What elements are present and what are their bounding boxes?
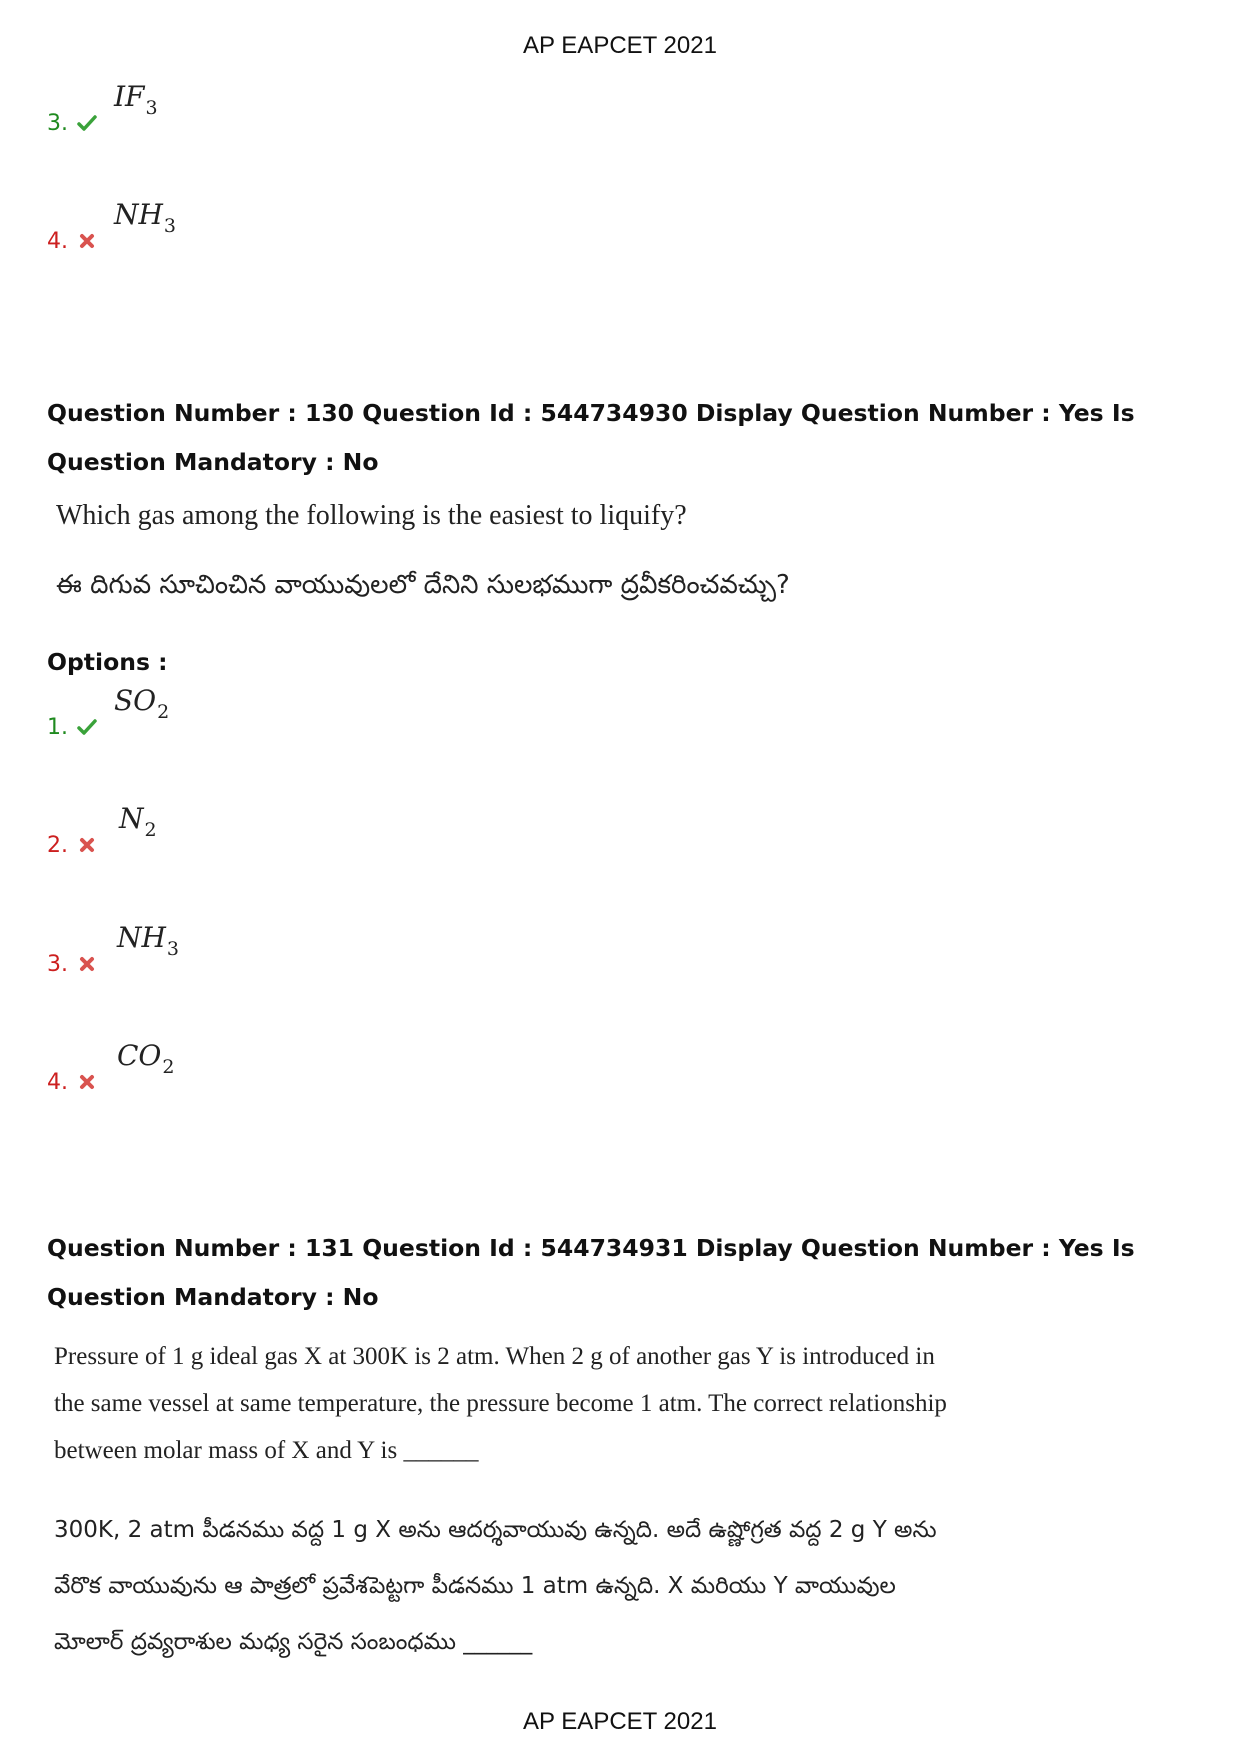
question-131-text-telugu: 300K, 2 atm పీడనము వద్ద 1 g X అను ఆదర్శవాయువు ఉన్నది. అదే ఉష్ణోగ్రత వద్ద 2 g Y అను వేరొక వాయువును ఆ పాత్రలో ప్రవేశపెట్టగా పీడనము 1 atm ఉన్నది. X మరియు Y వాయువుల మోలార్ ద్రవ్యరాశుల మధ్య సరైన సంబంధము ______ — [54, 1517, 937, 1655]
formula-subscript: 2 — [157, 701, 170, 723]
option-formula — [114, 684, 170, 723]
formula-subscript: 3 — [163, 215, 177, 237]
cross-icon — [77, 836, 97, 854]
option-formula — [117, 921, 180, 960]
page-footer: AP EAPCET 2021 — [523, 1708, 717, 1735]
formula-subscript: 3 — [145, 97, 158, 119]
option-number: 1. — [47, 715, 68, 740]
question-131-meta: Question Number : 131 Question Id : 544734931 Display Question Number : Yes Is Question Mandatory : No — [47, 1234, 1135, 1311]
options-label: Options : — [47, 648, 168, 676]
option-formula — [117, 1039, 175, 1078]
q130-option-2 — [47, 802, 447, 858]
question-130-text-telugu: ఈ దిగువ సూచించిన వాయువులలో దేనిని సులభముగా ద్రవీకరించవచ్చు? — [56, 570, 790, 600]
formula-subscript: 2 — [162, 1056, 175, 1078]
prev-option-4 — [47, 198, 447, 254]
option-number: 2. — [47, 833, 68, 858]
formula-main: NH — [114, 198, 163, 231]
question-130-meta: Question Number : 130 Question Id : 544734930 Display Question Number : Yes Is Question Mandatory : No — [47, 399, 1135, 476]
option-number: 4. — [47, 1070, 68, 1095]
page-header: AP EAPCET 2021 — [523, 32, 717, 59]
q130-option-4 — [47, 1039, 447, 1095]
prev-option-3 — [47, 80, 447, 136]
formula-main: N — [119, 802, 144, 835]
option-number: 4. — [47, 229, 68, 254]
formula-subscript: 3 — [166, 938, 180, 960]
check-icon — [77, 114, 97, 132]
question-130-text-english: Which gas among the following is the easiest to liquify? — [56, 500, 687, 531]
formula-main: SO — [114, 684, 157, 717]
option-number: 3. — [47, 952, 68, 977]
q130-option-1 — [47, 684, 447, 740]
formula-subscript: 2 — [144, 819, 157, 841]
q130-option-3 — [47, 921, 447, 977]
formula-main: IF — [114, 80, 145, 113]
question-131-text-english: Pressure of 1 g ideal gas X at 300K is 2 atm. When 2 g of another gas Y is introduced in the same vessel at same temperature, the pressure become 1 atm. The correct relationship between molar mass of X and Y is ______ — [54, 1343, 947, 1464]
check-icon — [77, 718, 97, 736]
cross-icon — [77, 955, 97, 973]
formula-main: NH — [117, 921, 166, 954]
option-number: 3. — [47, 111, 68, 136]
option-formula — [119, 802, 157, 841]
cross-icon — [77, 1073, 97, 1091]
formula-main: CO — [117, 1039, 162, 1072]
option-formula — [114, 80, 158, 119]
option-formula — [114, 198, 177, 237]
cross-icon — [77, 232, 97, 250]
